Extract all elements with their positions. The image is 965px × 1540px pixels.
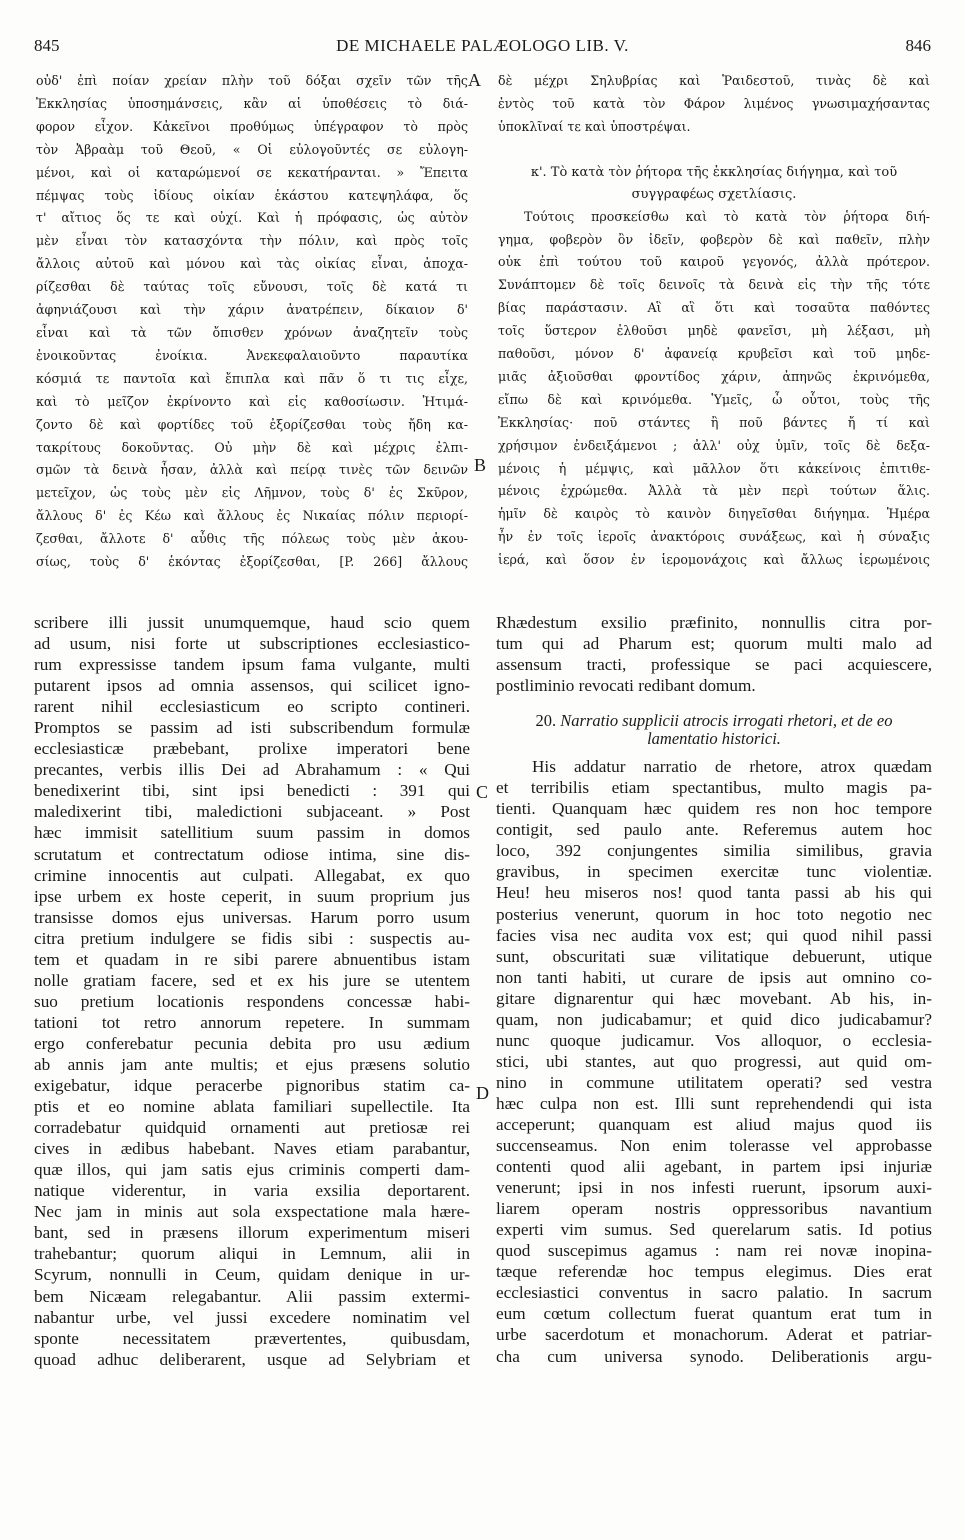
latin-left-line: ergo conferebatur pecunia debita pro usu ædium [34,1033,470,1053]
latin-text-right [496,612,932,1527]
latin-right-line: Rhædestum exsilio præfinito, nonnullis citra por- [496,613,932,632]
latin-right-line: nunc quoque judicamur. Vos alloquor, o ecclesia- [496,1030,932,1050]
running-title: DE MICHAELE PALÆOLOGO LIB. V. [336,36,629,55]
latin-right-line: et terribilis etiam spectantibus, multo magis pa- [496,778,932,798]
margin-marker-a: A [468,70,481,90]
greek-right-line: ὑποκλῖναί τε καὶ ὑποστρέψαι. [498,118,691,134]
latin-left-line: ad usum, nisi forte ut subscriptiones ecclesiastico- [34,634,470,654]
latin-right-line: stici, ubi stantes, aut quo progressi, aut quid om- [496,1051,932,1071]
latin-left-line: hæc immisit satellitium suum passim in domos [34,823,470,843]
greek-left-line: φορον εἶχον. Κἀκεῖνοι προθύμως ὑπέγραφον τὸ πρὸς [36,118,468,134]
latin-right-line: venerunt; ipsi in nos infesti ruerunt, ipsorum auxi- [496,1178,932,1198]
greek-right-line: γημα, φοβερὸν ὂν ἰδεῖν, φοβερὸν δὲ καὶ παθεῖν, πλὴν [498,231,930,247]
latin-right-line: contenti quod alii agebant, in partem ipsi injuriæ [496,1157,932,1177]
latin-left-line: bant, sed in præsens illorum experimentum miseri [34,1223,470,1243]
latin-right-line: facies visa nec audita vox est; qui quod nihil passi [496,925,932,945]
greek-left-line: σίως, τοὺς δ' ἑκόντας ἐξορίζεσθαι, [P. 266] ἄλλους [36,554,468,570]
latin-right-line: contigit, sed paulo ante. Referemus autem hoc [496,820,932,840]
greek-left-line: τὸν Ἀβραὰμ τοῦ Θεοῦ, « Οἱ εὐλογοῦντές σε εὐλογη- [36,141,468,157]
greek-right-line: ἦν ἐν τοῖς ἱεροῖς ἀνακτόροις συνάξεως, καὶ ἡ σύναξις [498,529,930,545]
greek-right-line: βίας παράστασιν. Αἳ αἳ ὅτι καὶ τοσαῦτα παθόντες [498,300,930,316]
greek-left-line: πέμψας τοὺς ἰδίους οἰκίαν ἑκάστου κατεψηλάφα, ὅς [36,187,468,203]
latin-right-line: assensum tracti, professique se paci acquiescere, [496,655,932,675]
greek-right-line: χρήσιμον ἐνδειξάμενοι ; ἀλλ' οὐχ ὑμῖν, τοῖς δὲ δεξα- [498,437,930,453]
latin-left-line: Promptos se passim ad isti subscribendum formulæ [34,718,470,738]
greek-left-line: μένοι, καὶ οἱ καταρώμενοί σε κεκατήρανται. » Ἔπειτα [36,164,468,180]
latin-right-line: succenseamus. Non enim tolerasse vel approbasse [496,1136,932,1156]
latin-left-line: ecclesiasticæ præbebant, prolixe imperatori bene [34,739,470,759]
latin-left-line: quæ illos, qui jam satis ejus criminis comperti dam- [34,1160,470,1180]
latin-right-line: tæque referendæ hoc tempus elegimus. Dies erat [496,1262,932,1282]
latin-section-heading [496,712,932,756]
latin-right-line: posterius venerunt, quorum in hoc toto negotio nec [496,904,932,924]
latin-text-left [34,612,470,1527]
greek-left-line: οὐδ' ἐπὶ ποίαν χρείαν πλὴν τοῦ δόξαι σχεῖν τῶν τῆς [36,73,468,88]
latin-right-line: quam, non judicabamur; et quid dico judicabamur? [496,1009,932,1029]
latin-left-line: transisse domos ejus universas. Harum porro usum [34,907,470,927]
page-number-right: 846 [905,36,931,55]
latin-left-line: nabantur urbe, vel jussi excedere nominatim vel [34,1307,470,1327]
latin-right-line: postliminio revocati redibant domum. [496,676,756,696]
greek-right-line: παθοῦσι, μόνον δ' ἀφανείᾳ κρυβεῖσι καὶ τοῦ μηδε- [498,346,930,362]
latin-left-line: quoad adhuc deliberarent, usque ad Selybriam et [34,1349,470,1369]
greek-section-heading: κ'. Τὸ κατὰ τὸν ῥήτορα τῆς ἐκκλησίας διήγημα, καὶ τοῦ συγγραφέως σχετλίασις. [530,164,898,202]
margin-marker-b: B [474,455,487,475]
latin-left-line: Nec jam in minis aut sola exspectatione mala hære- [34,1202,470,1222]
latin-left-line: cives in ædibus habebant. Naves etiam parabantur, [34,1139,470,1159]
latin-section-number: 20. [535,711,557,731]
greek-left-line: τακρίτους δοκοῦντας. Οὐ μὴν δὲ καὶ μέχρις ἐλπι- [36,439,468,455]
latin-right-line: eum cœtum collectum fuerat quantum erat tum in [496,1304,932,1324]
margin-marker-d: D [476,1083,489,1103]
latin-right-line: tum qui ad Pharum est; quorum multi malo ad [496,634,932,654]
latin-right-line: non tanti habiti, ut curare de ipsis aut omnino co- [496,967,932,987]
latin-left-line: citra pretium indulgere se fidis sibi : suspectis au- [34,928,470,948]
latin-left-line: maledixerint tibi, maledictioni subjaceant. » Post [34,802,470,822]
latin-left-line: suo pretium locationis respondens concessæ habi- [34,991,470,1011]
greek-left-line: ἄλλοις αὐτοῦ καὶ μόνου καὶ τὰς οἰκίας εἶναι, ἀποχα- [36,256,468,272]
greek-text-left [36,70,468,600]
latin-right-line: sunt, obscuritati suæ vilitatique debuerunt, utique [496,946,932,966]
greek-left-line: ἀφηνιάζουσι καὶ τὴν χάριν ἀνατρέπειν, δίκαιον δ' [36,302,468,318]
latin-left-line: nolle gratiam facere, sed et ex his jure se utentem [34,970,470,990]
greek-right-line: τοῖς ὕστερον ἐλθοῦσι μηδὲ φανεῖσι, μὴ λέξασι, μὴ [498,323,930,339]
greek-right-line: Τούτοις προσκείσθω καὶ τὸ κατὰ τὸν ῥήτορα διή- [524,208,930,224]
greek-text-right [498,70,930,600]
latin-left-line: trahebantur; quorum aliqui in Lemnum, alii in [34,1244,470,1264]
latin-right-line: liarem operam nostris oppressoribus navantium [496,1199,932,1219]
latin-left-line: ipse urbem ex hoste ceperit, in suum proprium jus [34,886,470,906]
greek-right-line: Ἐκκλησίας· ποῦ στάντες ἢ ποῦ βάντες ἤ τί καὶ [498,414,930,430]
page-header [34,36,931,58]
latin-left-line: corradebatur quidquid ornamenti aut pretiosæ rei [34,1118,470,1138]
latin-left-line: exigebatur, idque peracerbe pignoribus statim ca- [34,1076,470,1096]
latin-right-line: gravibus, in specimen exercitæ tunc violentiæ. [496,862,932,882]
greek-right-line: μιᾶς ἀξιοῦσθαι φροντίδος χάριν, ἀπηνῶς ἐκρινόμεθα, [498,368,930,384]
latin-right-line: gitare dignarentur qui hæc movebant. Ab his, in- [496,988,932,1008]
latin-left-line: rum expressisse tandem ipsum fama vulgante, multi [34,655,470,675]
latin-left-line: scribere illi jussit unumquemque, haud scio quem [34,613,470,632]
greek-right-line: μένοις ἡ μέμψις, καὶ μᾶλλον ὅτι κἀκείνοις ἐπιτιθε- [498,460,930,476]
greek-right-line: ἐντὸς τοῦ κατὰ τὸν Φάρον λιμένος γνωσιμαχήσαντας [498,95,930,111]
greek-left-line: ἐνοικοῦντας ἐνοίκια. Ἀνεκεφαλαιοῦντο παραυτίκα [36,347,468,363]
greek-right-line: ἡμῖν δὲ καιρὸς τὸ καινὸν διηγεῖσθαι διήγημα. Ἡμέρα [498,506,930,522]
greek-right-line: Συνάπτομεν δὲ τοῖς δεινοῖς τὰ δεινὰ εἰς τὴν τῆς τότε [498,277,930,293]
latin-right-line: loco, 392 conjungentes similia similibus, gravia [496,841,932,861]
greek-left-line: ζεσθαι, ἄλλοτε δ' αὖθις τῆς πόλεως τοὺς μὲν ἀκου- [36,531,468,547]
latin-right-line: urbe sacerdotum et monachorum. Aderat et patriar- [496,1325,932,1345]
latin-left-line: putarent ipsos ad omnia assensos, qui scilicet igno- [34,676,470,696]
margin-marker-c: C [476,782,489,802]
greek-right-line: εἴπω δὲ καὶ κρινόμεθα. Ὑμεῖς, ὦ οὗτοι, τοὺς τῆς [498,391,930,407]
greek-left-line: καὶ τὸ μεῖζον ἐκρίνοντο καὶ εἰς καθοσίωσιν. Ἠτιμά- [36,393,468,409]
greek-right-line: δὲ μέχρι Σηλυβρίας καὶ Ῥαιδεστοῦ, τινὰς δὲ καὶ [498,73,930,88]
greek-left-line: σμῶν τὰ δεινὰ ἦσαν, ἀλλὰ καὶ πείρᾳ τινὲς τῶν δεινῶν [36,462,468,478]
greek-left-line: μετεῖχον, ὡς τοὺς μὲν εἰς Λῆμνον, τοὺς δ' ἐς Σκῦρον, [36,485,468,501]
greek-left-line: ἄλλους δ' ἐς Κέω καὶ ἄλλους ἐς Νικαίας πόλιν περιορί- [36,508,468,524]
latin-section-title: Narratio supplicii atrocis irrogati rhetori, et de eo lamentatio historici. [560,711,893,749]
latin-left-line: natique viderentur, in varia exsilia deportarent. [34,1181,470,1201]
latin-left-line: crimine innocentis aut culpati. Allegabat, ex quo [34,865,470,885]
latin-left-line: ab annis jam ante multis; et ejus præsens solutio [34,1054,470,1074]
greek-right-line: οὐκ ἐπὶ τούτου τοῦ καιροῦ γεγονός, ἀλλὰ πρότερον. [498,254,930,270]
latin-right-line: ecclesiastici conventus in sacro palatio. In sacrum [496,1283,932,1303]
latin-left-line: rarent nihil ecclesiasticum eo scripto contineri. [34,697,470,717]
page-number-left: 845 [34,36,60,55]
greek-left-line: εἶναι καὶ τὰ τῶν ὄπισθεν χρόνων ἀναζητεῖν τοὺς [36,324,468,340]
greek-right-line: ἱερά, καὶ ὅσον ἐν ἱερομονάχοις καὶ ἄλλως ἱερωμένοις [498,552,930,568]
latin-right-line: nino in commune utilitatem operati? sed vestra [496,1072,932,1092]
latin-right-line: quod suscepimus agamus : nam rei novæ inopina- [496,1241,932,1261]
latin-left-line: tationi tot retro annorum repetere. In summam [34,1012,470,1032]
greek-right-line: μένοις ἐχρώμεθα. Ἀλλὰ τὰ μὲν περὶ τούτων ἅλις. [498,483,930,499]
greek-left-line: μὲν εἶναι τὸν κατασχόντα τὴν πόλιν, καὶ πρὸς τοῖς [36,233,468,249]
latin-left-line: Scyrum, nonnulli in Ceum, quidam denique in ur- [34,1265,470,1285]
greek-left-line: ρίζεσθαι δὲ ταύτας τοῖς εὔνουσι, τοῖς δὲ κατά τι [36,279,468,295]
latin-left-line: bem Nicæam relegabantur. Alii passim extermi- [34,1286,470,1306]
latin-left-line: tem et quadam in re sibi parere abnuentibus istam [34,949,470,969]
greek-left-line: Ἐκκλησίας ὑποσημάνσεις, κἂν αἱ ὑποθέσεις τὸ διά- [36,95,468,111]
latin-right-line: hæc culpa non est. Illi sunt reprehendendi qui ista [496,1093,932,1113]
latin-right-line: His addatur narratio de rhetore, atrox quædam [532,757,932,777]
latin-right-line: tienti. Quanquam hæc quidem res non hoc tempore [496,799,932,819]
latin-left-line: scrutatum et contrectatum odiose intima, sine dis- [34,844,470,864]
latin-left-line: sponte necessitatem prævertentes, quibusdam, [34,1328,470,1348]
greek-left-line: τ' αἴτιος ὅς τε καὶ οὐχί. Καὶ ἡ πρόφασις, ὡς αὐτὸν [36,210,468,226]
latin-right-line: experti vim sumus. Sed querelarum satis. Id potius [496,1220,932,1240]
latin-right-line: Heu! heu miseros nos! quod tanta passi ab his qui [496,883,932,903]
greek-left-line: ζοντο δὲ καὶ φορτίδες τοῦ ἐξορίζεσθαι τοὺς ἤδη κα- [36,416,468,432]
latin-left-line: benedixerint tibi, sint ipsi benedicti : 391 qui [34,781,470,801]
latin-left-line: precantes, verbis illis Dei ad Abrahamum : « Qui [34,760,470,780]
greek-left-line: κόσμιά τε παντοῖα καὶ ἔπιπλα καὶ πᾶν ὅ τι τις εἶχε, [36,370,468,386]
latin-left-line: ptis et eo nomine ablata familiari supellectile. Ita [34,1097,470,1117]
latin-right-line: acceperunt; quanquam est aliud majus quod iis [496,1114,932,1134]
latin-right-line: cha cum universa synodo. Deliberationis argu- [496,1346,932,1366]
